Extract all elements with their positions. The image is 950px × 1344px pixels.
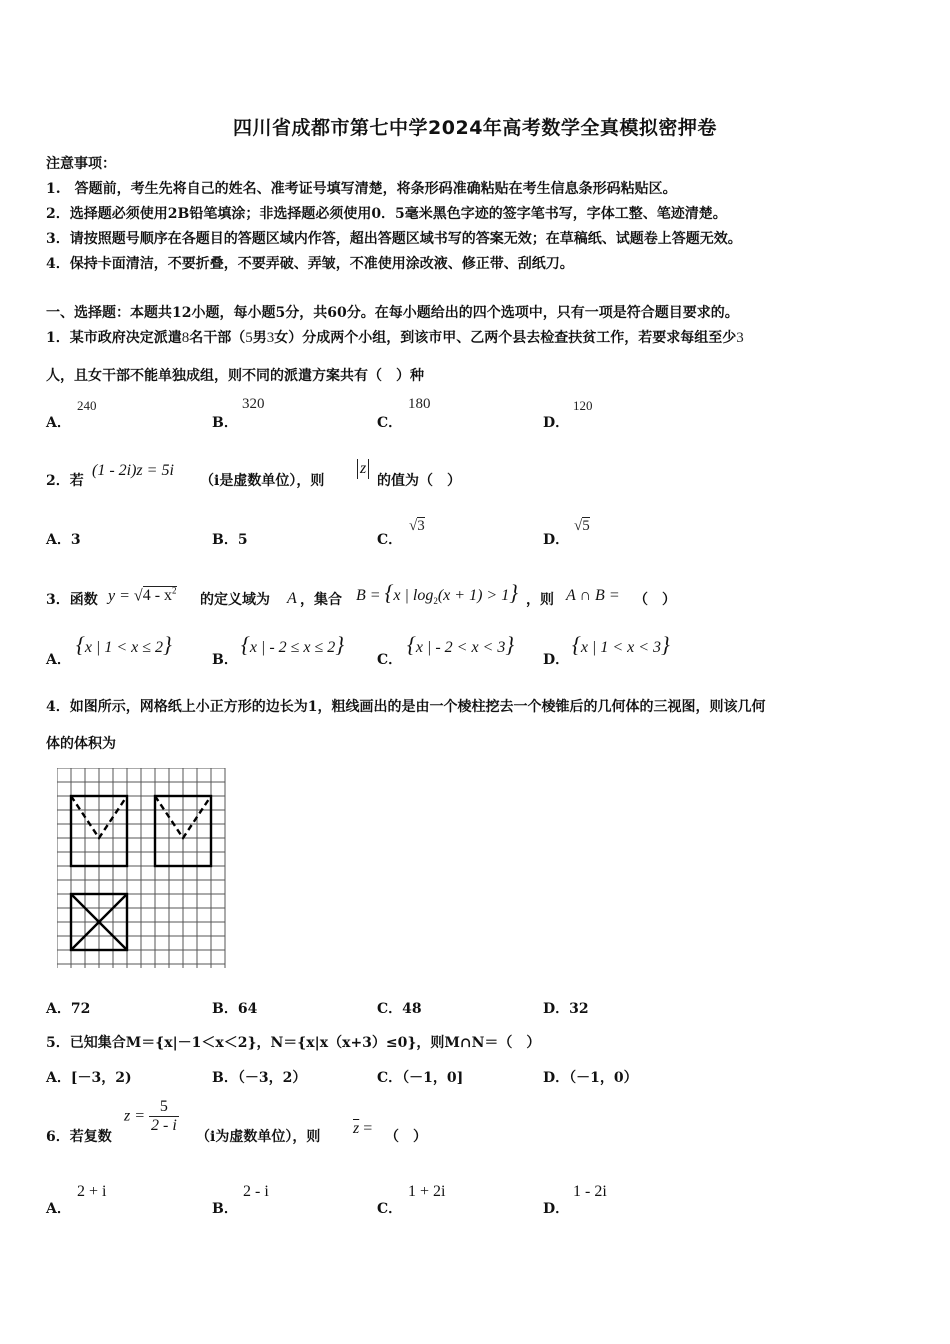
option-d: D．32 — [543, 1001, 589, 1017]
option-b: B．64 — [212, 1001, 258, 1017]
q6-text-end: （ ） — [385, 1129, 427, 1145]
notice-item: 1. 答题前，考生先将自己的姓名、准考证号填写清楚，将条形码准确粘贴在考生信息条形码粘贴区。 — [46, 181, 677, 197]
option-c: C．48 — [377, 1001, 422, 1017]
notice-item: 4．保持卡面清洁，不要折叠，不要弄破、弄皱，不准使用涂改液、修正带、刮纸刀。 — [46, 256, 574, 272]
option-a: A．72 — [46, 1001, 91, 1017]
q3-set-a: A — [287, 590, 297, 607]
notice-item: 3．请按照题号顺序在各题目的答题区域内作答，超出答题区域书写的答案无效；在草稿纸、试题卷上答题无效。 — [46, 231, 742, 247]
option-c-label: C． — [377, 415, 403, 431]
option-a: A．[－3，2) — [46, 1070, 132, 1086]
question-2: 2．若 — [46, 473, 84, 489]
option-b-value: 2 - i — [243, 1183, 269, 1200]
option-a-value: 2 + i — [77, 1183, 107, 1200]
option-c-label: C． — [377, 652, 403, 668]
q6-text: （i为虚数单位），则 — [196, 1129, 321, 1145]
option-a-label: A． — [46, 652, 71, 668]
option-c-sqrt: √3 — [409, 518, 425, 534]
option-d-label: D． — [543, 1201, 570, 1217]
question-6: 6．若复数 — [46, 1129, 112, 1145]
option-a-value: {x | 1 < x ≤ 2} — [76, 632, 172, 657]
q3-intersection: A ∩ B = — [566, 587, 620, 604]
option-a-value: 240 — [77, 398, 97, 413]
option-c-value: 180 — [408, 396, 431, 412]
question-5: 5．已知集合M＝{x|－1＜x＜2}，N＝{x|x（x+3）≤0}，则M∩N＝（ ） — [46, 1035, 541, 1051]
option-d-label: D． — [543, 652, 570, 668]
option-d-sqrt: √5 — [574, 518, 590, 534]
question-1-line-2: 人，且女干部不能单独成组，则不同的派遣方案共有（ ）种 — [46, 368, 424, 384]
q3-set-b: B = {x | $\log_2(x + 1) > 1$} — [356, 580, 519, 607]
q3-text: ，则 — [526, 592, 554, 608]
three-view-figure — [57, 768, 227, 968]
q2-text: （i是虚数单位），则 — [200, 473, 325, 489]
option-c-label: C． — [377, 1201, 403, 1217]
option-d-value: 1 - 2i — [573, 1183, 607, 1200]
option-b-value: {x | - 2 ≤ x ≤ 2} — [241, 632, 345, 657]
option-a-label: A． — [46, 415, 71, 431]
option-b-label: B． — [212, 652, 238, 668]
option-d-label: D． — [543, 415, 570, 431]
q6-fraction: z = $\frac{5}{2 - i}$ — [124, 1098, 177, 1134]
option-c-value: 1 + 2i — [408, 1183, 446, 1200]
q3-text: 的定义域为 — [200, 592, 270, 608]
question-4-line-1: 4．如图所示，网格纸上小正方形的边长为1，粗线画出的是由一个棱柱挖去一个棱锥后的几何体的三视图，则该几何 — [46, 699, 766, 715]
option-c-value: {x | - 2 < x < 3} — [407, 632, 515, 657]
question-3: 3．函数 — [46, 592, 98, 608]
q3-text: （ ） — [634, 592, 676, 608]
notice-heading: 注意事项： — [46, 156, 116, 172]
q2-expression: (1 - 2i)z = 5i — [92, 462, 174, 479]
option-d-value: {x | 1 < x < 3} — [572, 632, 670, 657]
option-b-label: B． — [212, 415, 238, 431]
option-d-label: D． — [543, 532, 570, 548]
notice-item: 2．选择题必须使用2B铅笔填涂；非选择题必须使用0．5毫米黑色字迹的签字笔书写，字体工整、笔迹清楚。 — [46, 206, 727, 222]
q6-conjugate: $\overline{z}$ = — [353, 1120, 373, 1137]
option-b-label: B． — [212, 1201, 238, 1217]
q2-text-end: 的值为（ ） — [377, 473, 461, 489]
option-b-label: B．5 — [212, 532, 248, 548]
question-4-line-2: 体的体积为 — [46, 736, 116, 752]
option-d-value: 120 — [573, 398, 593, 413]
option-a-label: A．3 — [46, 532, 81, 548]
option-c-label: C． — [377, 532, 403, 548]
q3-text: ，集合 — [300, 592, 342, 608]
q3-function: $y = √4 - x^2$ — [108, 586, 177, 605]
page-title: 四川省成都市第七中学2024年高考数学全真模拟密押卷 — [233, 117, 717, 139]
question-1-line-1: 1．某市政府决定派遣8名干部（5男3女）分成两个小组，到该市甲、乙两个县去检查扶贫工作，若要求每组至少3 — [46, 330, 744, 346]
option-a-label: A． — [46, 1201, 71, 1217]
option-b-value: 320 — [242, 396, 265, 412]
option-b: B．（－3，2） — [212, 1070, 307, 1086]
section-heading: 一、选择题：本题共12小题，每小题5分，共60分。在每小题给出的四个选项中，只有一项是符合题目要求的。 — [46, 305, 739, 321]
q2-modulus: z — [357, 459, 369, 479]
option-d: D．（－1，0） — [543, 1070, 638, 1086]
option-c: C．（－1，0] — [377, 1070, 464, 1086]
